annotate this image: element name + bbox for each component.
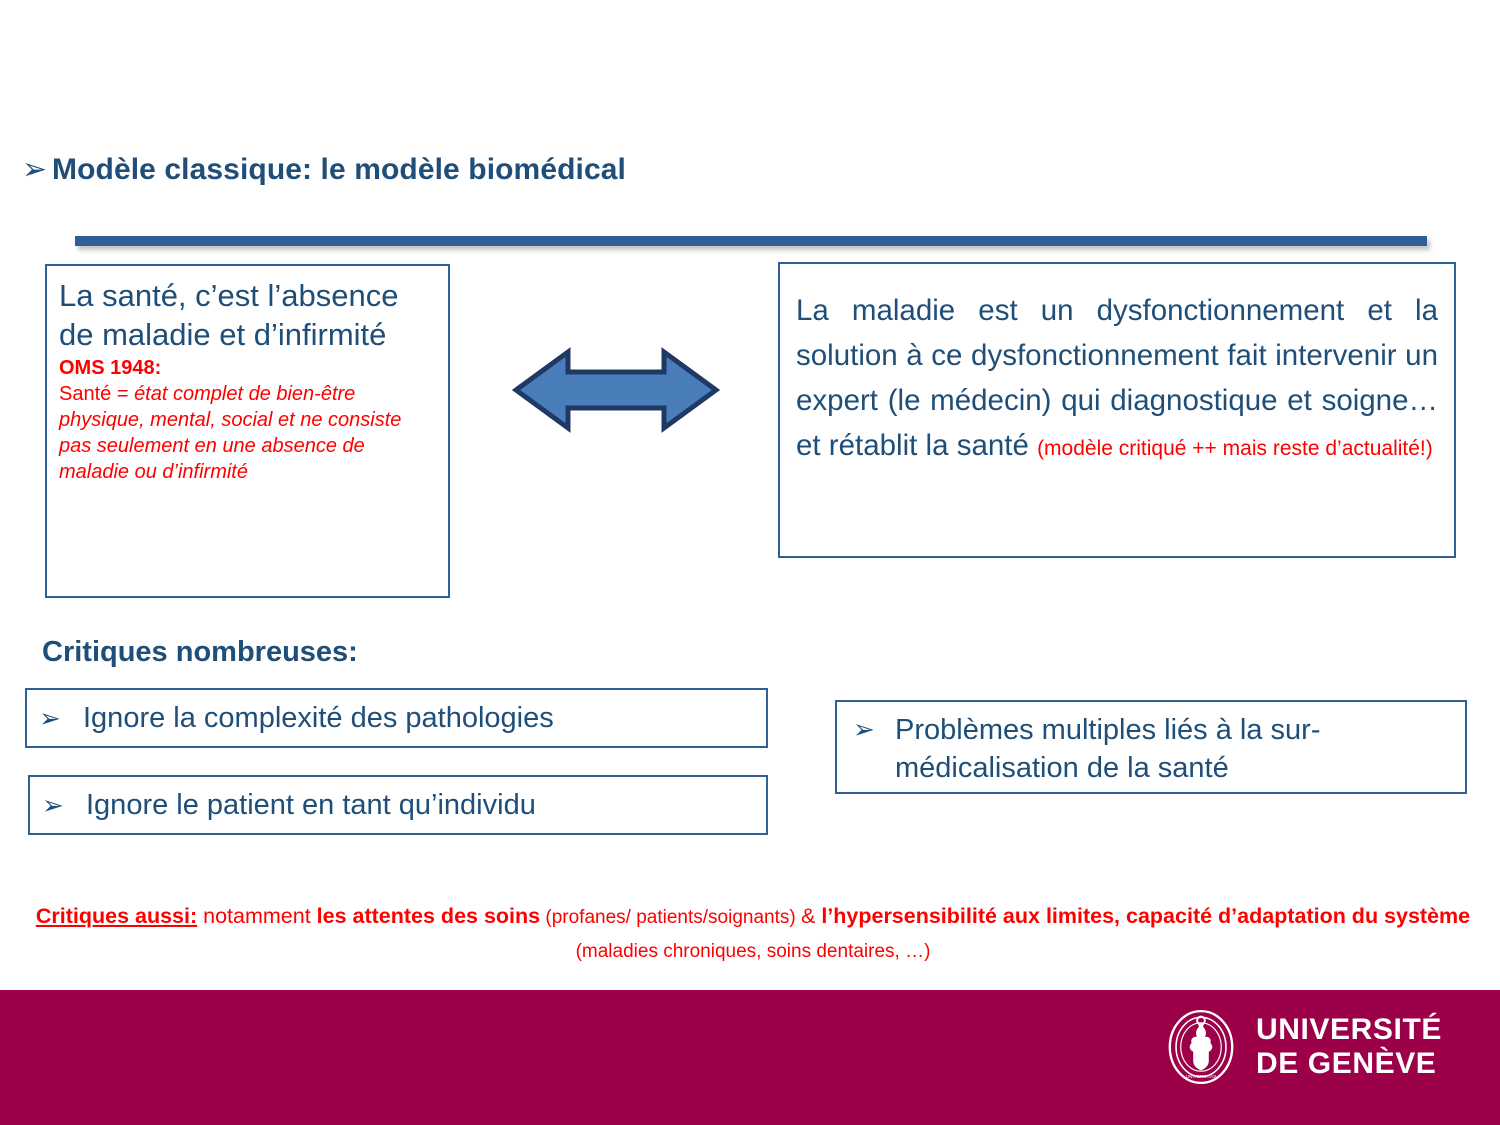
critique-text-3: Problèmes multiples liés à la sur-médicalisation de la santé [895, 714, 1321, 784]
health-definition-box [45, 264, 450, 598]
arrow-bullet-icon: ➢ [853, 714, 875, 744]
bottom-note-part1: notamment [197, 904, 317, 928]
disease-main: La maladie est un dysfonctionnement et la solution à ce dysfonctionnement fait intervenir un expert (le médecin) qui diagnostique et soigne…et rétablit la santé [796, 294, 1438, 462]
bottom-note-bold2: l’hypersensibilité aux limites, capacité d’adaptation du système [821, 904, 1471, 928]
critique-text-2: Ignore le patient en tant qu’individu [86, 789, 536, 821]
disease-note: (modèle critiqué ++ mais reste d’actualité!) [1037, 437, 1433, 460]
oms-definition-prefix: Santé = [59, 383, 135, 405]
disease-definition-box [778, 262, 1456, 558]
bottom-note-small2: (maladies chroniques, soins dentaires, …) [575, 941, 931, 962]
unige-logo-text [1256, 1013, 1442, 1081]
unige-seal-icon [1162, 1008, 1240, 1086]
bottom-note [28, 900, 1478, 968]
critique-item-box-3 [835, 700, 1467, 794]
arrow-bullet-icon: ➢ [39, 703, 61, 733]
page-title: Modèle classique: le modèle biomédical [52, 153, 626, 186]
critiques-heading: Critiques nombreuses: [42, 636, 358, 668]
slide-title-row [22, 152, 1422, 188]
critique-text-1: Ignore la complexité des pathologies [83, 702, 554, 734]
bottom-note-amp: & [800, 904, 822, 928]
seal-motto: UNIVERSITAS [1185, 1074, 1217, 1080]
bottom-note-small1: (profanes/ patients/soignants) [540, 907, 801, 928]
arrow-bullet-icon: ➢ [22, 153, 48, 186]
logo-line-2: DE GENÈVE [1255, 1047, 1437, 1080]
title-divider [75, 236, 1427, 246]
bottom-note-lead: Critiques aussi: [35, 904, 198, 928]
health-headline: La santé, c’est l’absence de maladie et d’infirmité [59, 278, 399, 352]
double-headed-arrow-icon [512, 345, 720, 435]
oms-definition [59, 381, 436, 485]
footer-band [0, 990, 1500, 1125]
oms-source-label: OMS 1948: [59, 357, 162, 379]
disease-text [796, 288, 1438, 468]
oms-definition-italic: état complet de bien-être physique, mental, social et ne consiste pas seulement en une absence de maladie ou d’infirmité [59, 383, 402, 483]
critique-item-box-2 [28, 775, 768, 835]
arrow-bullet-icon: ➢ [42, 790, 64, 820]
critique-item-box-1 [25, 688, 768, 748]
bottom-note-bold1: les attentes des soins [316, 904, 541, 928]
logo-line-1: UNIVERSITÉ [1255, 1013, 1442, 1046]
unige-logo [1162, 1008, 1442, 1086]
